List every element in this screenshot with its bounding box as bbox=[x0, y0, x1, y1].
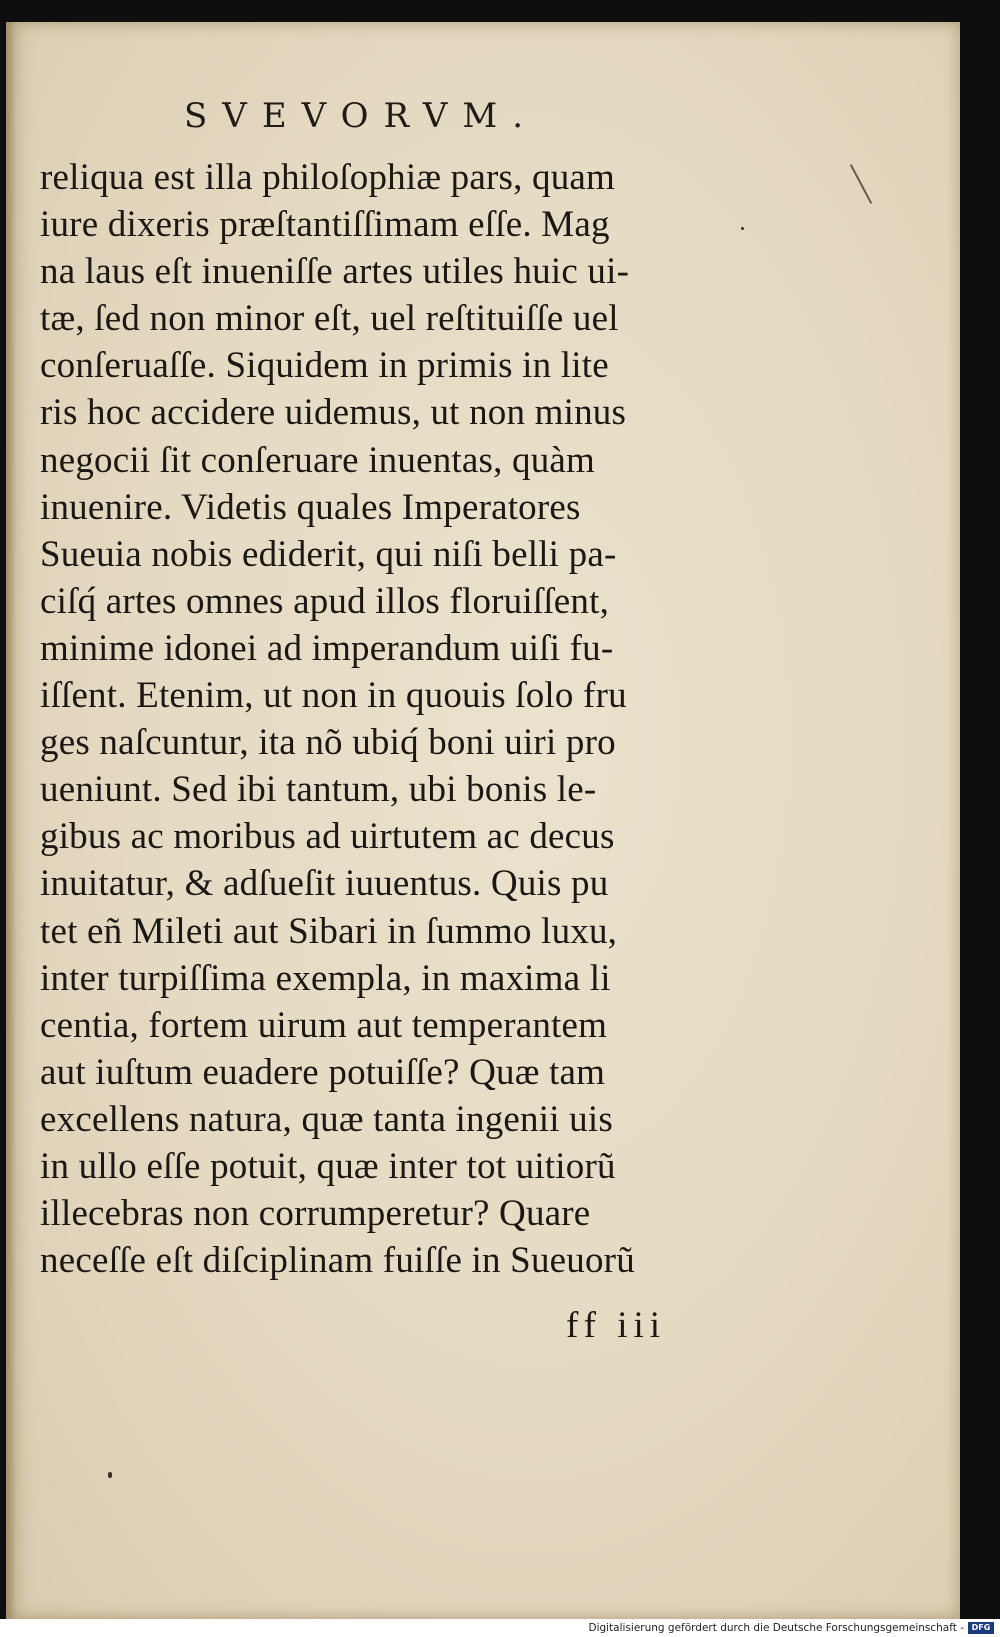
text-line: tet eñ Mileti aut Sibari in ſummo luxu, bbox=[40, 910, 618, 952]
text-line: neceſſe eſt diſciplinam fuiſſe in Sueuorũ bbox=[40, 1240, 635, 1282]
text-line: excellens natura, quæ tanta ingenii uis bbox=[40, 1098, 613, 1140]
text-line: ueniunt. Sed ibi tantum, ubi bonis le- bbox=[40, 769, 597, 811]
text-line: inter turpiſſima exempla, in maxima li bbox=[40, 957, 611, 999]
text-line: iure dixeris præſtantiſſimam eſſe. Mag bbox=[40, 204, 610, 246]
text-line: Sueuia nobis ediderit, qui niſi belli pa- bbox=[40, 533, 617, 575]
text-line: negocii ſit conſeruare inuentas, quàm bbox=[40, 439, 596, 481]
text-line: in ullo eſſe potuit, quæ inter tot uitiorũ bbox=[40, 1145, 616, 1187]
text-line: ris hoc accidere uidemus, ut non minus bbox=[40, 392, 627, 434]
text-line: minime idonei ad imperandum uiſi fu- bbox=[40, 627, 614, 669]
text-line: na laus eſt inueniſſe artes utiles huic ui- bbox=[40, 251, 630, 293]
text-line: conſeruaſſe. Siquidem in primis in lite bbox=[40, 345, 609, 387]
text-line: inuenire. Videtis quales Imperatores bbox=[40, 486, 581, 528]
text-line: reliqua est illa philoſophiæ pars, quam bbox=[40, 157, 616, 198]
text-line: aut iuſtum euadere potuiſſe? Quæ tam bbox=[40, 1051, 606, 1093]
text-line: centia, fortem uirum aut temperantem bbox=[40, 1004, 608, 1046]
text-line: ges naſcuntur, ita nõ ubiq́ boni uiri pro bbox=[40, 722, 616, 764]
text-line: iſſent. Etenim, ut non in quouis ſolo fru bbox=[40, 675, 627, 717]
funding-credit: Digitalisierung gefördert durch die Deutsche Forschungsgemeinschaft - bbox=[588, 1622, 964, 1634]
digitization-footer bbox=[0, 1619, 1000, 1637]
text-line: ciſq́ artes omnes apud illos floruiſſent, bbox=[40, 580, 610, 622]
dfg-logo: DFG bbox=[968, 1622, 994, 1634]
text-line: gibus ac moribus ad uirtutem ac decus bbox=[40, 816, 615, 858]
signature-mark: ff iii bbox=[566, 1305, 667, 1346]
ink-speck bbox=[108, 1472, 112, 1478]
text-line: illecebras non corrumperetur? Quare bbox=[40, 1193, 591, 1235]
ink-speck bbox=[741, 227, 744, 230]
body-text bbox=[40, 154, 730, 1284]
running-head: SVEVORVM. bbox=[184, 96, 539, 136]
text-line: inuitatur, & adſueſit iuuentus. Quis pu bbox=[40, 863, 609, 905]
book-page bbox=[6, 22, 960, 1619]
ink-speck bbox=[850, 164, 872, 204]
page-gutter-shading bbox=[6, 22, 16, 1619]
text-line: tæ, ſed non minor eſt, uel reſtituiſſe uel bbox=[40, 298, 619, 340]
